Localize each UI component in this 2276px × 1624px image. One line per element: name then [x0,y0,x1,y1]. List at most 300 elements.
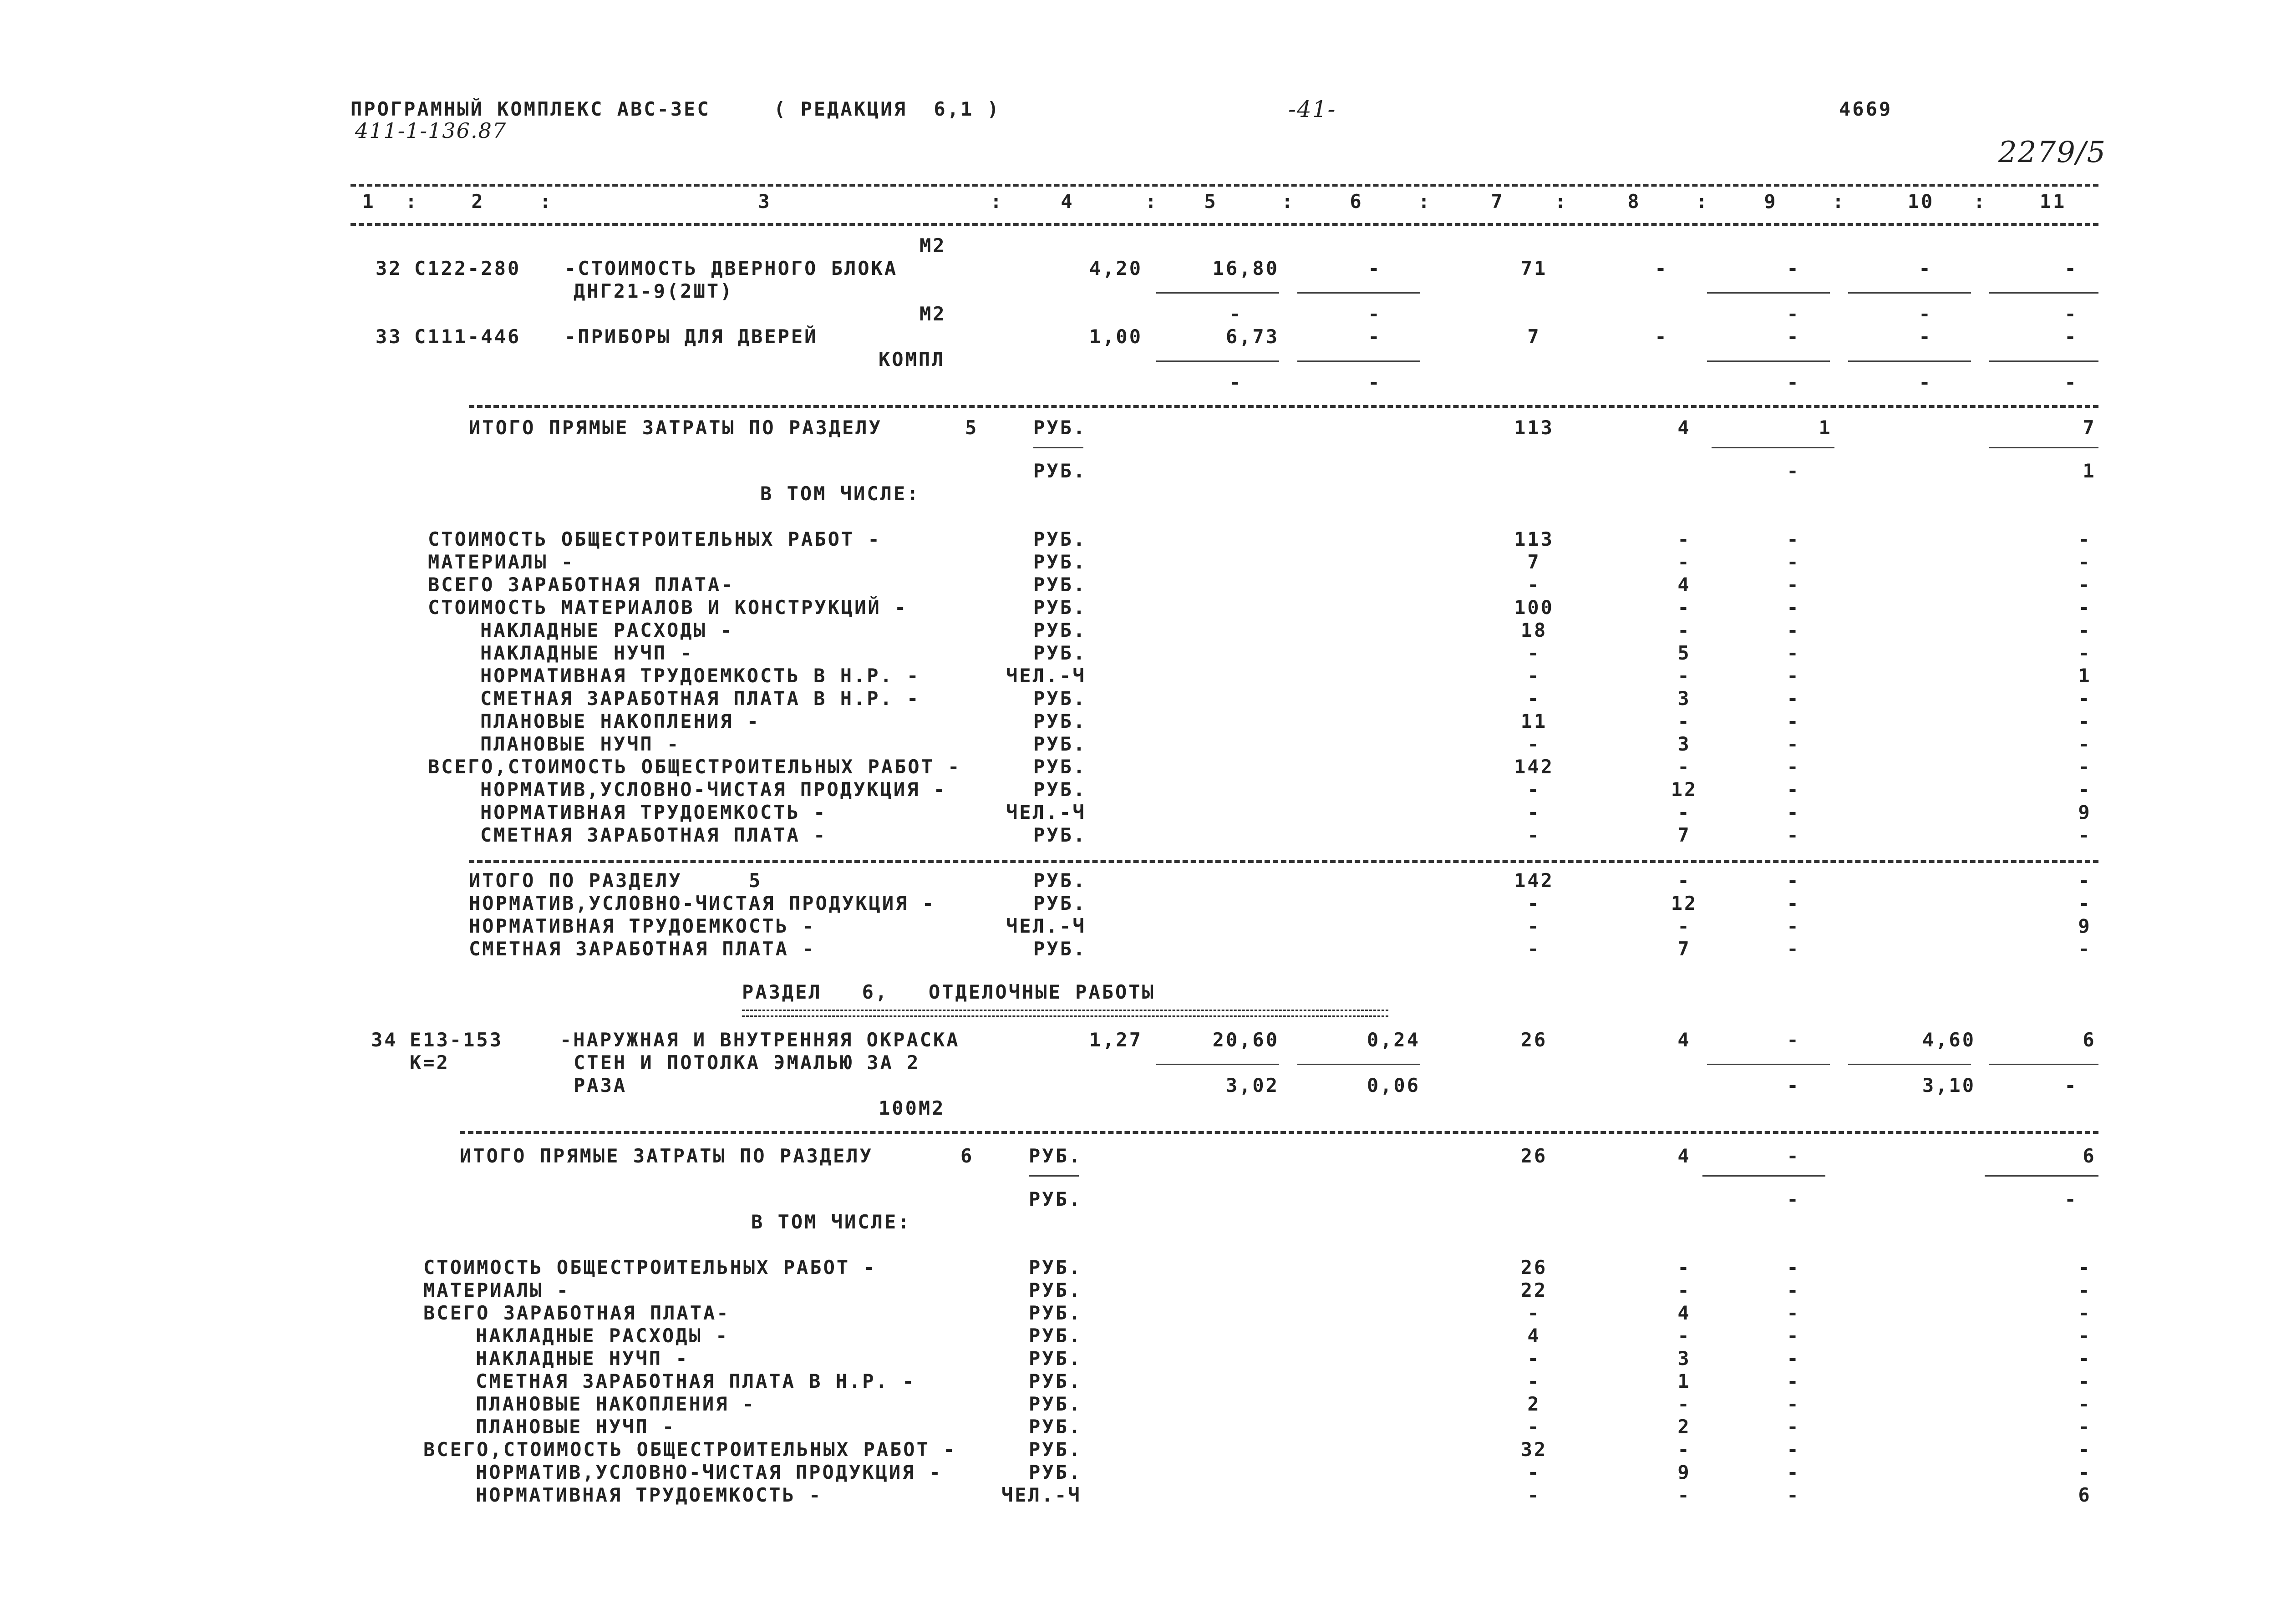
section5-item-col7: - [1527,573,1541,596]
row32-col5-lower: - [1229,303,1243,325]
row34-col5: 20,60 [1212,1029,1279,1051]
row34-col9-lower: - [1787,1074,1800,1096]
section6-total-col11-lower: - [2064,1188,2078,1210]
section5-summary-col11: - [2078,892,2092,914]
section5-item-label: СТОИМОСТЬ ОБЩЕСТРОИТЕЛЬНЫХ РАБОТ - [428,528,881,550]
section5-item-unit: РУБ. [1033,528,1087,550]
section5-unit-rule [1033,447,1083,448]
section6-item-label: СТОИМОСТЬ ОБЩЕСТРОИТЕЛЬНЫХ РАБОТ - [423,1256,877,1279]
section5-item-col9: - [1787,528,1800,550]
section5-total-col9: 1 [1819,416,1832,439]
column-separator: : [1973,190,1987,213]
section5-item-col9: - [1787,596,1800,619]
column-header-1: 1 [362,190,376,213]
section5-col9-rule [1712,447,1834,448]
column-header-9: 9 [1764,190,1778,213]
section5-item-col11: - [2078,756,2092,778]
section5-total-col8: 4 [1677,416,1691,439]
section5-item-label: ПЛАНОВЫЕ НАКОПЛЕНИЯ - [480,710,761,732]
section5-summary-unit: РУБ. [1033,892,1087,914]
row33-col8: - [1655,325,1668,348]
row34-desc-2: СТЕН И ПОТОЛКА ЭМАЛЬЮ ЗА 2 [574,1051,920,1074]
section5-item-col11: - [2078,619,2092,641]
row33-col11: - [2064,325,2078,348]
row33-unit: КОМПЛ [879,348,945,370]
section5-item-col11: - [2078,778,2092,801]
section5-item-col7: - [1527,642,1541,664]
section5-summary-col8: - [1677,915,1691,937]
section5-item-col11: - [2078,551,2092,573]
section5-summary-unit: ЧЕЛ.-Ч [1006,915,1086,937]
section5-item-label: НОРМАТИВНАЯ ТРУДОЕМКОСТЬ В Н.Р. - [480,665,920,687]
row33-col5-rule [1156,360,1279,362]
row34-code: Е13-153 [410,1029,503,1051]
column-separator: : [405,190,419,213]
section5-item-unit: ЧЕЛ.-Ч [1006,801,1086,823]
section5-item-col7: 113 [1514,528,1554,550]
section5-summary-unit: РУБ. [1033,938,1087,960]
row34-col9-rule [1707,1064,1830,1065]
row32-num: 32 [376,257,402,279]
column-header-5: 5 [1204,190,1218,213]
row34-col10: 4,60 [1922,1029,1976,1051]
row34-col5-rule [1156,1064,1279,1065]
column-separator: : [1418,190,1432,213]
section6-item-col11: 6 [2078,1484,2092,1506]
row33-col7: 7 [1527,325,1541,348]
section5-item-unit: РУБ. [1033,756,1087,778]
section5-item-col8: 4 [1677,573,1691,596]
section5-item-col7: 100 [1514,596,1554,619]
section6-item-col11: - [2078,1370,2092,1392]
row33-col11-lower: - [2064,371,2078,393]
section6-incl-heading: В ТОМ ЧИСЛЕ: [751,1211,911,1233]
section5-item-col7: - [1527,801,1541,823]
section6-item-col9: - [1787,1325,1800,1347]
section5-total-unit: РУБ. [1033,416,1087,439]
row32-code: С122-280 [414,257,521,279]
section5-item-col8: 3 [1677,733,1691,755]
section6-item-unit: РУБ. [1029,1256,1082,1279]
section6-item-col7: 2 [1527,1393,1541,1415]
section5-item-col8: - [1677,665,1691,687]
section5-item-col11: - [2078,528,2092,550]
section6-title-underline [742,1010,1388,1017]
section6-item-col9: - [1787,1279,1800,1301]
row32-col11-rule [1989,292,2098,294]
row32-unit-bottom: М2 [920,303,946,325]
row34-col4: 1,27 [1089,1029,1143,1051]
row34-num: 34 [371,1029,398,1051]
column-separator: : [1832,190,1846,213]
section5-summary-col11: - [2078,869,2092,892]
section6-item-label: НОРМАТИВНАЯ ТРУДОЕМКОСТЬ - [476,1484,823,1506]
column-separator: : [539,190,553,213]
row32-col9-rule [1707,292,1830,294]
section6-total-rule [460,1131,2098,1134]
section5-item-col11: - [2078,573,2092,596]
row34-unit: 100М2 [879,1097,945,1119]
section5-item-unit: РУБ. [1033,551,1087,573]
section6-item-unit: РУБ. [1029,1279,1082,1301]
section5-item-label: ПЛАНОВЫЕ НУЧП - [480,733,681,755]
section6-item-label: НАКЛАДНЫЕ НУЧП - [476,1347,689,1370]
section6-item-label: ПЛАНОВЫЕ НАКОПЛЕНИЯ - [476,1393,756,1415]
section6-total-label: ИТОГО ПРЯМЫЕ ЗАТРАТЫ ПО РАЗДЕЛУ [460,1145,873,1167]
section5-item-col8: 3 [1677,687,1691,710]
section5-item-col11: - [2078,733,2092,755]
row33-col10: - [1919,325,1932,348]
section6-item-col9: - [1787,1302,1800,1324]
section6-item-col7: - [1527,1484,1541,1506]
column-header-8: 8 [1627,190,1641,213]
section5-item-col11: - [2078,687,2092,710]
section5-item-col11: 1 [2078,665,2092,687]
section5-col11-rule [1989,447,2098,448]
section6-item-unit: РУБ. [1029,1302,1082,1324]
column-header-10: 10 [1907,190,1935,213]
section5-item-col9: - [1787,756,1800,778]
column-separator: : [1281,190,1295,213]
section5-item-col8: 7 [1677,824,1691,846]
section5-total-number: 5 [965,416,979,439]
section6-item-col8: - [1677,1279,1691,1301]
section5-summary-rule [469,860,2098,863]
section5-item-col9: - [1787,710,1800,732]
section6-item-col11: - [2078,1461,2092,1483]
column-header-6: 6 [1350,190,1363,213]
section6-total-unit: РУБ. [1029,1145,1082,1167]
section5-summary-col7: 142 [1514,869,1554,892]
section5-summary-col9: - [1787,892,1800,914]
section5-summary-unit: РУБ. [1033,869,1087,892]
section5-summary-col9: - [1787,938,1800,960]
section5-item-unit: РУБ. [1033,824,1087,846]
project-code: 411-1-136.87 [355,118,507,143]
row32-col6-lower: - [1368,303,1382,325]
row32-col9-lower: - [1787,303,1800,325]
section6-item-label: МАТЕРИАЛЫ - [423,1279,570,1301]
section6-item-col9: - [1787,1256,1800,1279]
section5-item-col8: - [1677,801,1691,823]
section5-item-col7: - [1527,824,1541,846]
section6-item-col7: - [1527,1461,1541,1483]
row33-col10-rule [1848,360,1971,362]
section5-item-unit: ЧЕЛ.-Ч [1006,665,1086,687]
section5-item-col7: 18 [1520,619,1548,641]
section5-summary-col7: - [1527,892,1541,914]
section5-item-col11: - [2078,596,2092,619]
section6-total-number: 6 [960,1145,974,1167]
section6-total-col8: 4 [1677,1145,1691,1167]
row32-col4: 4,20 [1089,257,1143,279]
section5-item-col9: - [1787,642,1800,664]
section5-summary-label: ИТОГО ПО РАЗДЕЛУ 5 [469,869,762,892]
row32-col11: - [2064,257,2078,279]
section6-item-unit: РУБ. [1029,1370,1082,1392]
section5-item-col9: - [1787,573,1800,596]
section5-item-col9: - [1787,551,1800,573]
section6-item-col9: - [1787,1484,1800,1506]
section5-item-label: МАТЕРИАЛЫ - [428,551,575,573]
row33-desc: -ПРИБОРЫ ДЛЯ ДВЕРЕЙ [564,325,818,348]
section5-item-col8: - [1677,756,1691,778]
column-header-11: 11 [2039,190,2067,213]
row33-col5: 6,73 [1225,325,1279,348]
row32-desc: -СТОИМОСТЬ ДВЕРНОГО БЛОКА [564,257,898,279]
row32-col9: - [1787,257,1800,279]
row34-col10-rule [1848,1064,1971,1065]
row33-col6-rule [1297,360,1420,362]
section5-total-col11-lower: 1 [2083,460,2096,482]
section6-item-unit: РУБ. [1029,1416,1082,1438]
section5-item-col8: 5 [1677,642,1691,664]
section6-item-col11: - [2078,1416,2092,1438]
section5-item-col9: - [1787,733,1800,755]
section6-total-unit-2: РУБ. [1029,1188,1082,1210]
row33-col10-lower: - [1919,371,1932,393]
document-number: 4669 [1839,98,1893,120]
section6-item-col8: 1 [1677,1370,1691,1392]
section5-item-col7: 7 [1527,551,1541,573]
section5-item-label: СМЕТНАЯ ЗАРАБОТНАЯ ПЛАТА В Н.Р. - [480,687,920,710]
section5-total-rule [469,405,2098,408]
section5-summary-col11: 9 [2078,915,2092,937]
column-header-4: 4 [1061,190,1074,213]
section6-item-col7: - [1527,1302,1541,1324]
section5-total-label: ИТОГО ПРЯМЫЕ ЗАТРАТЫ ПО РАЗДЕЛУ [469,416,882,439]
section5-item-col7: - [1527,665,1541,687]
row34-col11: 6 [2083,1029,2096,1051]
row32-col5: 16,80 [1212,257,1279,279]
section6-item-label: СМЕТНАЯ ЗАРАБОТНАЯ ПЛАТА В Н.Р. - [476,1370,916,1392]
section6-item-label: ПЛАНОВЫЕ НУЧП - [476,1416,676,1438]
section5-item-col8: - [1677,619,1691,641]
section6-item-col9: - [1787,1370,1800,1392]
section6-total-col9: - [1787,1145,1800,1167]
section5-item-col7: - [1527,687,1541,710]
row33-code: С111-446 [414,325,521,348]
row33-col11-rule [1989,360,2098,362]
section5-summary-col9: - [1787,915,1800,937]
section6-item-col11: - [2078,1256,2092,1279]
section5-summary-col9: - [1787,869,1800,892]
page-number: -41- [1288,96,1336,122]
section5-summary-label: НОРМАТИВНАЯ ТРУДОЕМКОСТЬ - [469,915,816,937]
row33-num: 33 [376,325,402,348]
row34-col6: 0,24 [1367,1029,1420,1051]
section6-item-label: НАКЛАДНЫЕ РАСХОДЫ - [476,1325,729,1347]
column-separator: : [1145,190,1158,213]
section5-item-label: НОРМАТИВ,УСЛОВНО-ЧИСТАЯ ПРОДУКЦИЯ - [480,778,947,801]
section5-item-col8: 12 [1671,778,1698,801]
section6-col11-rule [1985,1175,2098,1177]
row32-col6: - [1368,257,1382,279]
section6-item-unit: ЧЕЛ.-Ч [1001,1484,1082,1506]
section5-summary-col11: - [2078,938,2092,960]
section6-item-col9: - [1787,1393,1800,1415]
row34-desc-3: РАЗА [574,1074,627,1096]
section6-item-col8: - [1677,1325,1691,1347]
section5-item-col8: - [1677,551,1691,573]
row32-col8: - [1655,257,1668,279]
section5-item-unit: РУБ. [1033,710,1087,732]
section6-item-col8: - [1677,1484,1691,1506]
row33-col5-lower: - [1229,371,1243,393]
row34-col7: 26 [1520,1029,1548,1051]
section5-item-unit: РУБ. [1033,733,1087,755]
row33-col9-lower: - [1787,371,1800,393]
section6-item-col8: 2 [1677,1416,1691,1438]
section5-item-label: НАКЛАДНЫЕ РАСХОДЫ - [480,619,734,641]
section6-title: РАЗДЕЛ 6, ОТДЕЛОЧНЫЕ РАБОТЫ [742,981,1155,1003]
header-top-rule [351,184,2098,187]
row32-unit-top: М2 [920,234,946,257]
section5-item-col9: - [1787,801,1800,823]
edition-label: ( РЕДАКЦИЯ 6,1 ) [774,98,1001,120]
section6-item-col7: 32 [1520,1438,1548,1461]
section5-item-label: ВСЕГО,СТОИМОСТЬ ОБЩЕСТРОИТЕЛЬНЫХ РАБОТ - [428,756,961,778]
section6-item-col7: - [1527,1347,1541,1370]
section6-item-unit: РУБ. [1029,1325,1082,1347]
column-header-3: 3 [758,190,772,213]
section5-item-col8: - [1677,528,1691,550]
section5-item-col11: - [2078,824,2092,846]
section6-item-col8: - [1677,1393,1691,1415]
section5-item-label: СМЕТНАЯ ЗАРАБОТНАЯ ПЛАТА - [480,824,827,846]
section6-total-col7: 26 [1520,1145,1548,1167]
section5-item-col7: 142 [1514,756,1554,778]
program-title: ПРОГРАМНЫЙ КОМПЛЕКС АВС-3ЕС [351,98,711,120]
section5-total-unit-2: РУБ. [1033,460,1087,482]
row34-desc: -НАРУЖНАЯ И ВНУТРЕННЯЯ ОКРАСКА [560,1029,960,1051]
section6-item-col8: 3 [1677,1347,1691,1370]
section5-summary-label: СМЕТНАЯ ЗАРАБОТНАЯ ПЛАТА - [469,938,816,960]
section5-item-col8: - [1677,596,1691,619]
row32-col10: - [1919,257,1932,279]
section5-total-col9-lower: - [1787,460,1800,482]
section6-item-col7: 4 [1527,1325,1541,1347]
section6-item-col11: - [2078,1325,2092,1347]
section6-item-label: ВСЕГО ЗАРАБОТНАЯ ПЛАТА- [423,1302,730,1324]
row34-col10-lower: 3,10 [1922,1074,1976,1096]
section6-item-unit: РУБ. [1029,1461,1082,1483]
row32-col6-rule [1297,292,1420,294]
section5-item-label: НОРМАТИВНАЯ ТРУДОЕМКОСТЬ - [480,801,827,823]
section6-item-col7: 22 [1520,1279,1548,1301]
section5-item-col7: - [1527,778,1541,801]
section5-item-label: ВСЕГО ЗАРАБОТНАЯ ПЛАТА- [428,573,735,596]
row32-desc-2: ДНГ21-9(2ШТ) [574,280,734,302]
section6-item-unit: РУБ. [1029,1347,1082,1370]
section5-item-col9: - [1787,619,1800,641]
row34-col8: 4 [1677,1029,1691,1051]
column-header-7: 7 [1491,190,1504,213]
row34-col11-rule [1989,1064,2098,1065]
section5-item-col9: - [1787,824,1800,846]
section6-item-col8: 9 [1677,1461,1691,1483]
header-bottom-rule [351,223,2098,226]
section5-item-col11: - [2078,642,2092,664]
section5-incl-heading: В ТОМ ЧИСЛЕ: [760,482,920,505]
section5-item-unit: РУБ. [1033,596,1087,619]
row34-col9: - [1787,1029,1800,1051]
section5-item-col9: - [1787,778,1800,801]
section6-item-label: ВСЕГО,СТОИМОСТЬ ОБЩЕСТРОИТЕЛЬНЫХ РАБОТ - [423,1438,957,1461]
row32-col10-lower: - [1919,303,1932,325]
section6-item-col11: - [2078,1438,2092,1461]
section5-item-col9: - [1787,687,1800,710]
column-separator: : [1555,190,1568,213]
section5-total-col11: 7 [2083,416,2096,439]
row34-col6-rule [1297,1064,1420,1065]
section5-item-col11: - [2078,710,2092,732]
section6-item-col8: - [1677,1256,1691,1279]
section6-item-col8: 4 [1677,1302,1691,1324]
section6-item-col9: - [1787,1416,1800,1438]
section5-summary-col8: 7 [1677,938,1691,960]
column-separator: : [990,190,1004,213]
row33-col6-lower: - [1368,371,1382,393]
section5-summary-col7: - [1527,915,1541,937]
row34-col11-lower: - [2064,1074,2078,1096]
section5-item-col7: 11 [1520,710,1548,732]
section6-item-col9: - [1787,1461,1800,1483]
section5-item-unit: РУБ. [1033,687,1087,710]
section6-total-col11: 6 [2083,1145,2096,1167]
row34-coefficient: К=2 [410,1051,450,1074]
section6-item-unit: РУБ. [1029,1438,1082,1461]
section6-item-col7: - [1527,1370,1541,1392]
section5-item-col11: 9 [2078,801,2092,823]
section6-item-col11: - [2078,1347,2092,1370]
section5-item-col7: - [1527,733,1541,755]
section6-total-col9-lower: - [1787,1188,1800,1210]
row34-col6-lower: 0,06 [1367,1074,1420,1096]
section5-summary-col8: 12 [1671,892,1698,914]
row33-col4: 1,00 [1089,325,1143,348]
section5-item-label: СТОИМОСТЬ МАТЕРИАЛОВ И КОНСТРУКЦИЙ - [428,596,908,619]
column-separator: : [1696,190,1709,213]
row32-col7: 71 [1520,257,1548,279]
section5-summary-col7: - [1527,938,1541,960]
row34-col5-lower: 3,02 [1225,1074,1279,1096]
section6-item-col11: - [2078,1302,2092,1324]
section5-item-label: НАКЛАДНЫЕ НУЧП - [480,642,694,664]
section5-summary-col8: - [1677,869,1691,892]
sheet-mark: 2279/5 [1998,136,2107,169]
section5-item-col8: - [1677,710,1691,732]
section6-item-col11: - [2078,1279,2092,1301]
section6-item-label: НОРМАТИВ,УСЛОВНО-ЧИСТАЯ ПРОДУКЦИЯ - [476,1461,943,1483]
row33-col9-rule [1707,360,1830,362]
row33-col6: - [1368,325,1382,348]
section6-item-col11: - [2078,1393,2092,1415]
row32-col5-rule [1156,292,1279,294]
section6-item-col7: 26 [1520,1256,1548,1279]
section5-item-unit: РУБ. [1033,778,1087,801]
section5-summary-label: НОРМАТИВ,УСЛОВНО-ЧИСТАЯ ПРОДУКЦИЯ - [469,892,936,914]
row32-col11-lower: - [2064,303,2078,325]
row33-col9: - [1787,325,1800,348]
section5-total-col7: 113 [1514,416,1554,439]
section6-item-col8: - [1677,1438,1691,1461]
section5-item-unit: РУБ. [1033,573,1087,596]
row32-col10-rule [1848,292,1971,294]
section6-col9-rule [1702,1175,1825,1177]
section6-unit-rule [1029,1175,1079,1177]
section6-item-col9: - [1787,1347,1800,1370]
